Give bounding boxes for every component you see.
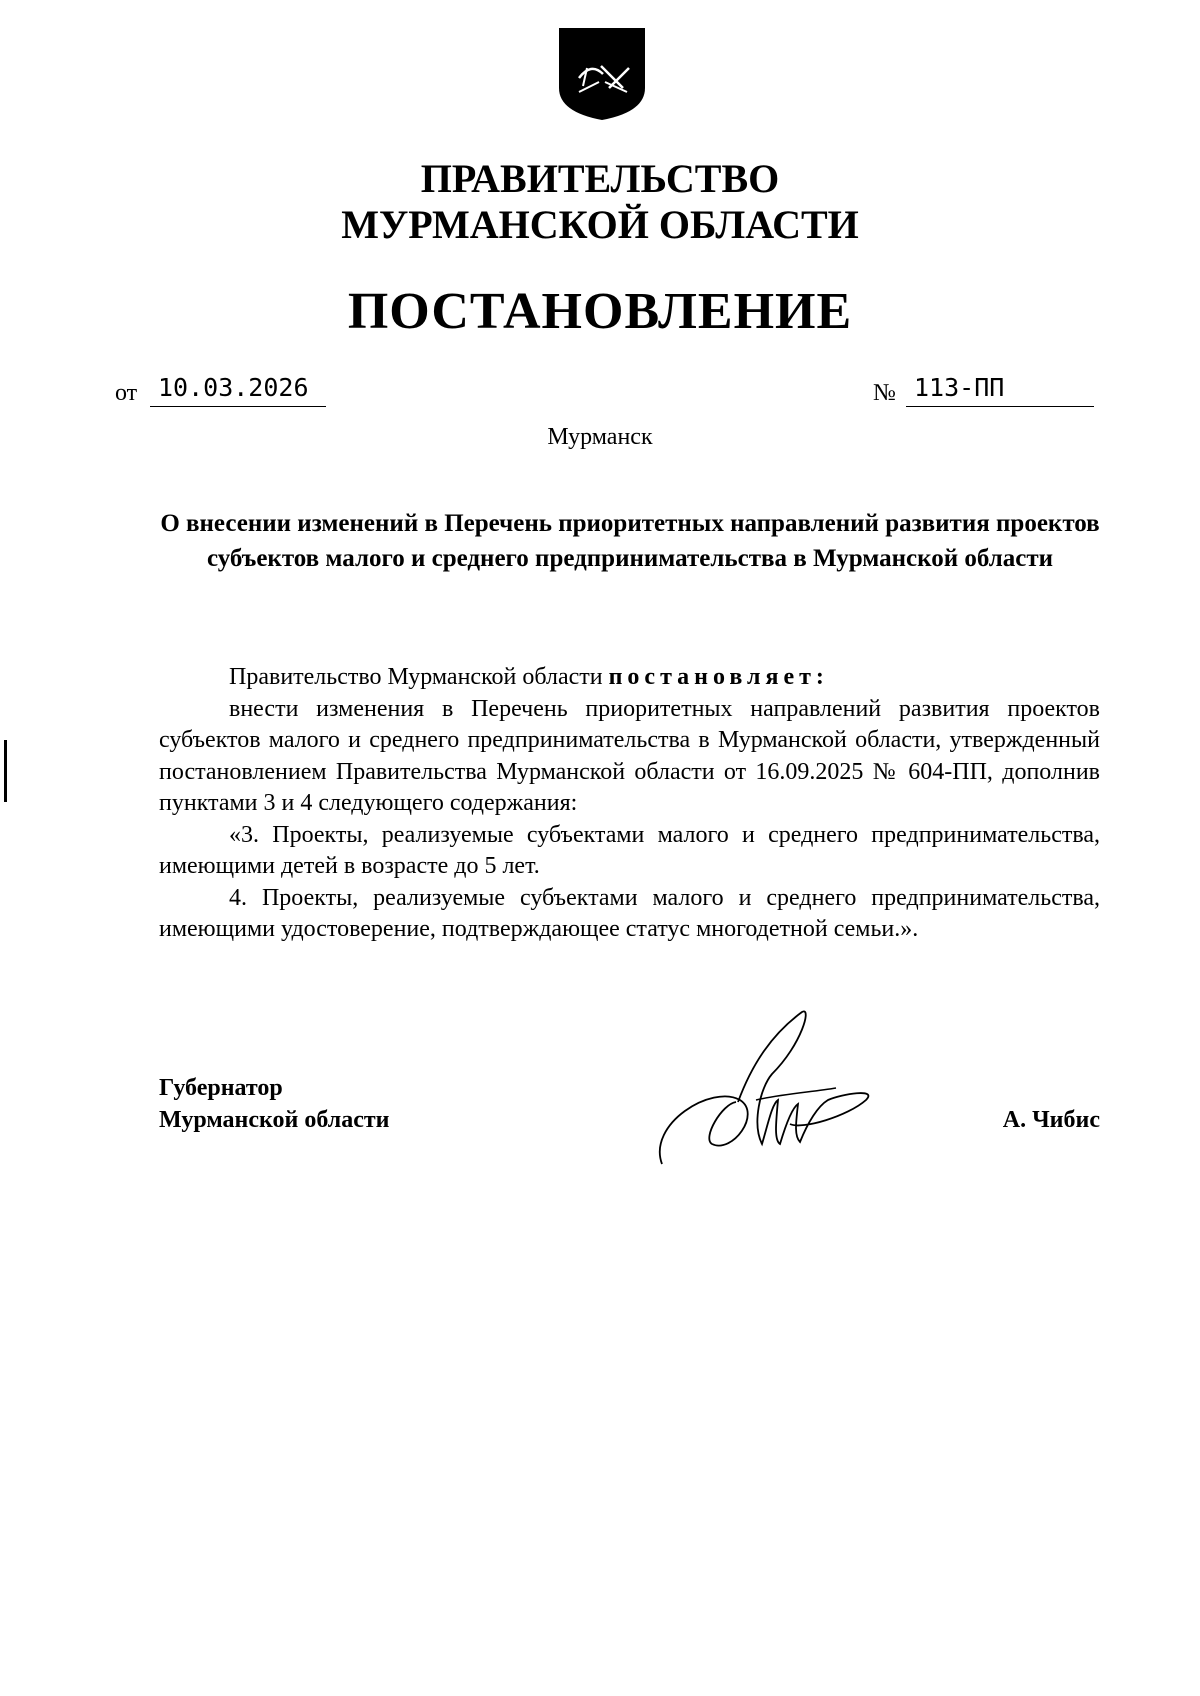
resolves-word: постановляет: [608, 664, 829, 690]
intro-text: Правительство Мурманской области [229, 664, 609, 690]
date-prefix: от [115, 380, 138, 406]
document-number: 113-ПП [906, 370, 1094, 407]
document-type: ПОСТАНОВЛЕНИЕ [347, 283, 853, 340]
document-body [159, 662, 1100, 946]
handwritten-signature [652, 1004, 882, 1174]
city: Мурманск [547, 424, 653, 450]
signer-position [159, 1072, 389, 1136]
number-prefix: № [873, 380, 896, 406]
scan-edge-mark [4, 740, 7, 802]
resolution-intro [159, 662, 1100, 694]
document-subject: О внесении изменений в Перечень приоритетных направлений развития проектов субъектов малого и среднего предпринимательства в Мурманской области [160, 510, 1100, 572]
signer-name: А. Чибис [1002, 1107, 1100, 1133]
signer-position-line1: Губернатор [159, 1075, 283, 1101]
organization-title-line2: МУРМАНСКОЙ ОБЛАСТИ [341, 202, 859, 247]
signer-position-line2: Мурманской области [159, 1107, 390, 1133]
body-paragraph-1: внести изменения в Перечень приоритетных направлений развития проектов субъектов малого и среднего предпринимательства в Мурманской области, утвержденный постановлением Правительства Мурманской области от 16.09.2025 № 604-ПП, дополнив пунктами 3 и 4 следующего содержания: [159, 695, 1100, 816]
coat-of-arms-icon [557, 26, 647, 122]
organization-title-line1: ПРАВИТЕЛЬСТВО [420, 156, 780, 201]
document-date: 10.03.2026 [150, 370, 326, 407]
body-paragraph-2: «3. Проекты, реализуемые субъектами малого и среднего предпринимательства, имеющими детей в возрасте до 5 лет. [159, 821, 1100, 879]
body-paragraph-3: 4. Проекты, реализуемые субъектами малого и среднего предпринимательства, имеющими удостоверение, подтверждающее статус многодетной семьи.». [159, 884, 1100, 942]
